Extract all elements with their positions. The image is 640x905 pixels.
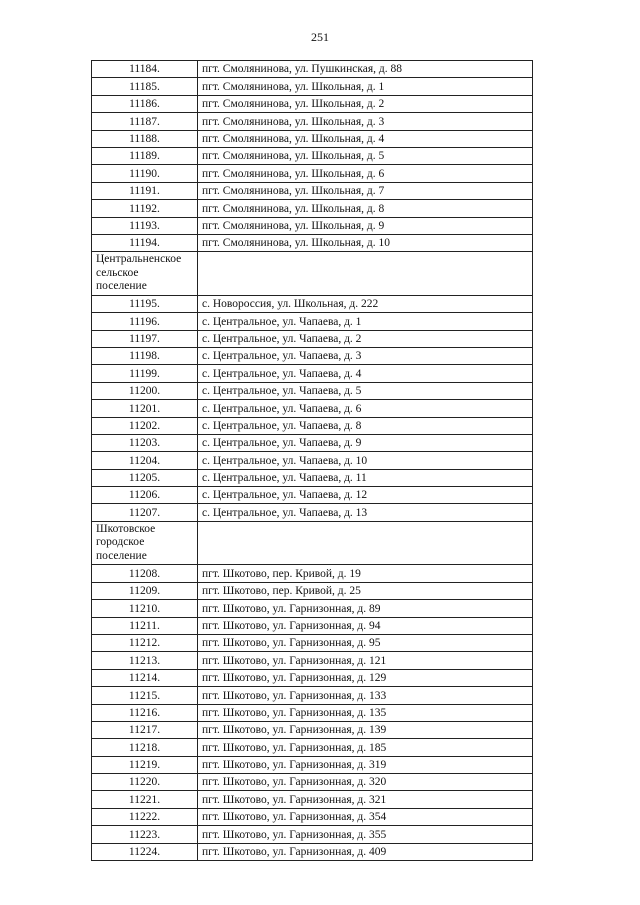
row-number: 11196.	[92, 313, 198, 330]
row-number: 11207.	[92, 504, 198, 521]
row-number: 11208.	[92, 565, 198, 582]
table-row	[92, 756, 533, 773]
section-name	[92, 521, 198, 565]
section-name-line: Шкотовское	[96, 522, 156, 535]
row-address: пгт. Шкотово, ул. Гарнизонная, д. 95	[198, 634, 533, 651]
table-row	[92, 61, 533, 78]
row-number: 11199.	[92, 365, 198, 382]
section-name-line: сельское	[96, 266, 139, 279]
table-row	[92, 217, 533, 234]
row-number: 11187.	[92, 113, 198, 130]
row-address: пгт. Смолянинова, ул. Школьная, д. 5	[198, 147, 533, 164]
row-number: 11217.	[92, 721, 198, 738]
table-row	[92, 347, 533, 364]
table-row	[92, 434, 533, 451]
table-row	[92, 417, 533, 434]
row-address: пгт. Смолянинова, ул. Школьная, д. 1	[198, 78, 533, 95]
section-name-line: поселение	[96, 549, 147, 562]
row-number: 11218.	[92, 739, 198, 756]
row-number: 11203.	[92, 434, 198, 451]
address-table-body	[92, 61, 533, 861]
row-number: 11194.	[92, 234, 198, 251]
address-table	[91, 60, 533, 861]
section-name-line: поселение	[96, 280, 147, 293]
row-address: пгт. Шкотово, пер. Кривой, д. 25	[198, 582, 533, 599]
row-address: пгт. Смолянинова, ул. Школьная, д. 3	[198, 113, 533, 130]
table-row	[92, 687, 533, 704]
table-row	[92, 565, 533, 582]
row-number: 11191.	[92, 182, 198, 199]
row-number: 11220.	[92, 774, 198, 791]
row-number: 11205.	[92, 469, 198, 486]
row-number: 11201.	[92, 400, 198, 417]
row-address: с. Центральное, ул. Чапаева, д. 11	[198, 469, 533, 486]
row-number: 11192.	[92, 200, 198, 217]
row-address: с. Центральное, ул. Чапаева, д. 8	[198, 417, 533, 434]
row-address: пгт. Шкотово, ул. Гарнизонная, д. 185	[198, 739, 533, 756]
row-address: пгт. Шкотово, ул. Гарнизонная, д. 319	[198, 756, 533, 773]
row-number: 11219.	[92, 756, 198, 773]
table-row	[92, 617, 533, 634]
table-row	[92, 791, 533, 808]
row-address: пгт. Шкотово, ул. Гарнизонная, д. 89	[198, 600, 533, 617]
row-address: с. Центральное, ул. Чапаева, д. 1	[198, 313, 533, 330]
row-number: 11212.	[92, 634, 198, 651]
row-address: пгт. Смолянинова, ул. Школьная, д. 2	[198, 95, 533, 112]
row-number: 11193.	[92, 217, 198, 234]
table-row	[92, 669, 533, 686]
row-number: 11204.	[92, 452, 198, 469]
table-row	[92, 130, 533, 147]
row-address: пгт. Смолянинова, ул. Школьная, д. 9	[198, 217, 533, 234]
row-address: пгт. Смолянинова, ул. Школьная, д. 6	[198, 165, 533, 182]
table-row	[92, 808, 533, 825]
section-name-line: городское	[96, 536, 145, 549]
table-row	[92, 182, 533, 199]
row-address: пгт. Смолянинова, ул. Школьная, д. 8	[198, 200, 533, 217]
table-row	[92, 487, 533, 504]
row-address: с. Центральное, ул. Чапаева, д. 10	[198, 452, 533, 469]
row-number: 11184.	[92, 61, 198, 78]
row-address: пгт. Шкотово, ул. Гарнизонная, д. 129	[198, 669, 533, 686]
table-row	[92, 400, 533, 417]
table-row	[92, 234, 533, 251]
row-address: с. Новороссия, ул. Школьная, д. 222	[198, 295, 533, 312]
row-address: пгт. Шкотово, ул. Гарнизонная, д. 355	[198, 826, 533, 843]
row-number: 11202.	[92, 417, 198, 434]
row-address: с. Центральное, ул. Чапаева, д. 12	[198, 487, 533, 504]
row-number: 11214.	[92, 669, 198, 686]
table-row	[92, 95, 533, 112]
row-address: пгт. Шкотово, пер. Кривой, д. 19	[198, 565, 533, 582]
table-row	[92, 652, 533, 669]
row-number: 11209.	[92, 582, 198, 599]
row-number: 11206.	[92, 487, 198, 504]
table-row	[92, 739, 533, 756]
row-address: пгт. Шкотово, ул. Гарнизонная, д. 321	[198, 791, 533, 808]
row-address: пгт. Шкотово, ул. Гарнизонная, д. 409	[198, 843, 533, 860]
row-number: 11198.	[92, 347, 198, 364]
table-row	[92, 78, 533, 95]
row-address: с. Центральное, ул. Чапаева, д. 5	[198, 382, 533, 399]
table-row	[92, 313, 533, 330]
table-row	[92, 600, 533, 617]
section-name	[92, 252, 198, 296]
row-number: 11197.	[92, 330, 198, 347]
table-row	[92, 295, 533, 312]
row-address: с. Центральное, ул. Чапаева, д. 9	[198, 434, 533, 451]
row-address: пгт. Шкотово, ул. Гарнизонная, д. 354	[198, 808, 533, 825]
section-empty-cell	[198, 252, 533, 296]
table-row	[92, 365, 533, 382]
page-number: 251	[311, 30, 329, 44]
table-row	[92, 382, 533, 399]
row-number: 11210.	[92, 600, 198, 617]
row-number: 11213.	[92, 652, 198, 669]
table-row	[92, 330, 533, 347]
row-number: 11221.	[92, 791, 198, 808]
row-address: с. Центральное, ул. Чапаева, д. 6	[198, 400, 533, 417]
row-address: пгт. Шкотово, ул. Гарнизонная, д. 133	[198, 687, 533, 704]
row-number: 11188.	[92, 130, 198, 147]
row-number: 11189.	[92, 147, 198, 164]
row-address: с. Центральное, ул. Чапаева, д. 2	[198, 330, 533, 347]
row-number: 11200.	[92, 382, 198, 399]
row-number: 11195.	[92, 295, 198, 312]
section-header-row	[92, 521, 533, 565]
section-empty-cell	[198, 521, 533, 565]
row-address: пгт. Шкотово, ул. Гарнизонная, д. 320	[198, 774, 533, 791]
table-row	[92, 504, 533, 521]
row-number: 11186.	[92, 95, 198, 112]
row-number: 11215.	[92, 687, 198, 704]
table-row	[92, 721, 533, 738]
table-row	[92, 200, 533, 217]
section-name-line: Центральненское	[96, 253, 182, 266]
table-row	[92, 165, 533, 182]
row-address: пгт. Шкотово, ул. Гарнизонная, д. 135	[198, 704, 533, 721]
section-header-row	[92, 252, 533, 296]
row-address: пгт. Смолянинова, ул. Школьная, д. 10	[198, 234, 533, 251]
table-row	[92, 113, 533, 130]
row-address: пгт. Смолянинова, ул. Школьная, д. 4	[198, 130, 533, 147]
table-row	[92, 843, 533, 860]
row-address: с. Центральное, ул. Чапаева, д. 4	[198, 365, 533, 382]
row-number: 11190.	[92, 165, 198, 182]
row-address: с. Центральное, ул. Чапаева, д. 3	[198, 347, 533, 364]
table-row	[92, 774, 533, 791]
row-number: 11222.	[92, 808, 198, 825]
row-address: пгт. Шкотово, ул. Гарнизонная, д. 139	[198, 721, 533, 738]
row-address: пгт. Шкотово, ул. Гарнизонная, д. 94	[198, 617, 533, 634]
row-address: пгт. Смолянинова, ул. Школьная, д. 7	[198, 182, 533, 199]
table-row	[92, 469, 533, 486]
table-row	[92, 452, 533, 469]
table-row	[92, 147, 533, 164]
table-row	[92, 704, 533, 721]
row-address: пгт. Шкотово, ул. Гарнизонная, д. 121	[198, 652, 533, 669]
row-address: с. Центральное, ул. Чапаева, д. 13	[198, 504, 533, 521]
row-number: 11224.	[92, 843, 198, 860]
row-number: 11223.	[92, 826, 198, 843]
row-address: пгт. Смолянинова, ул. Пушкинская, д. 88	[198, 61, 533, 78]
table-row	[92, 582, 533, 599]
table-row	[92, 826, 533, 843]
row-number: 11216.	[92, 704, 198, 721]
row-number: 11185.	[92, 78, 198, 95]
table-row	[92, 634, 533, 651]
row-number: 11211.	[92, 617, 198, 634]
